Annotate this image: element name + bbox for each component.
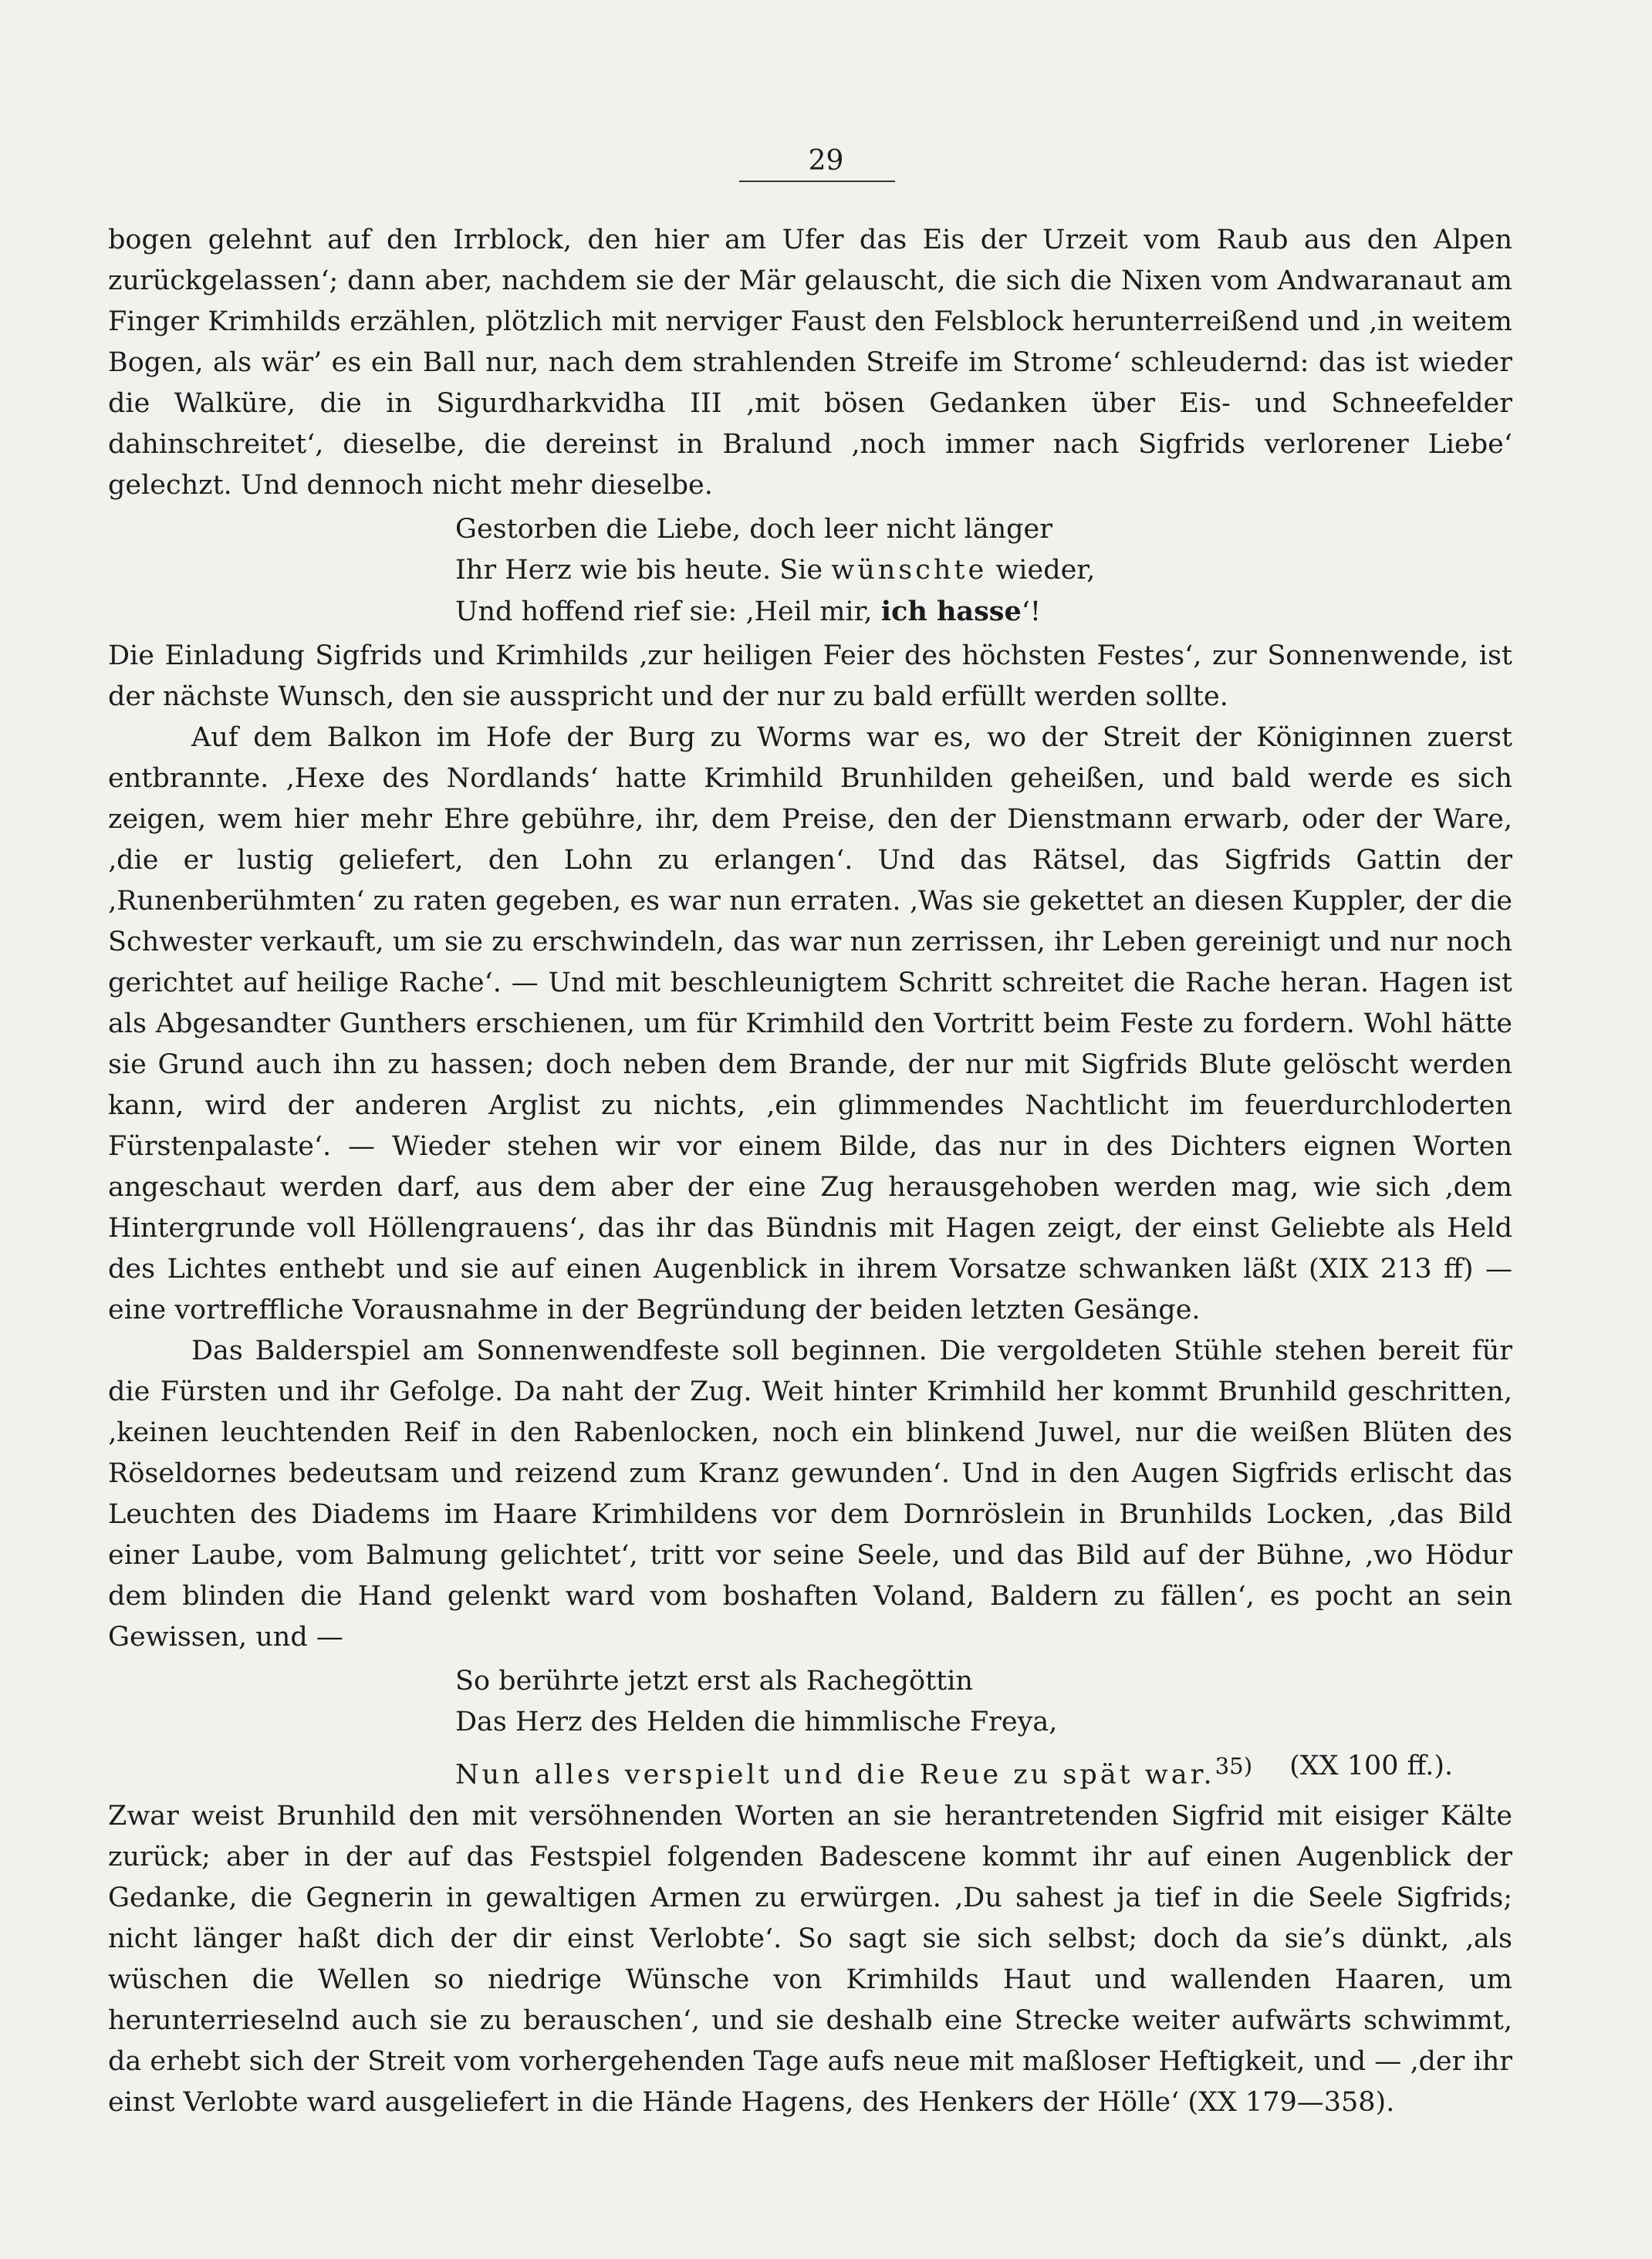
emphasized-text: Nun alles verspielt und die Reue zu spät war. bbox=[455, 1759, 1215, 1791]
verse-final-line bbox=[455, 1746, 1512, 1796]
header-rule bbox=[739, 181, 895, 182]
footnote-ref: 35) bbox=[1215, 1753, 1253, 1779]
emphasized-text: ich hasse bbox=[880, 596, 1022, 627]
verse-line: So berührte jetzt erst als Rachegöttin bbox=[455, 1666, 973, 1697]
verse-quote-2 bbox=[455, 1661, 1512, 1743]
body-text bbox=[108, 220, 1512, 2123]
verse-line bbox=[455, 591, 1512, 633]
page-number: 29 bbox=[808, 145, 844, 177]
verse-text: ‘! bbox=[1021, 596, 1041, 627]
verse-line bbox=[455, 550, 1512, 591]
verse-text: Und hoffend rief sie: ‚Heil mir, bbox=[455, 596, 881, 627]
verse-line bbox=[455, 1746, 1252, 1796]
paragraph: Das Balderspiel am Sonnenwendfeste soll beginnen. Die vergoldeten Stühle stehen bereit für die Fürsten und ihr Gefolge. Da naht der Zug. Weit hinter Krimhild her kommt Brunhild geschritten, ‚keinen leuchtenden Reif in den Rabenlocken, noch ein blinkend Juwel, nur die weißen Blüten des Röseldornes bedeutsam und reizend zum Kranz gewunden‘. Und in den Augen Sigfrids erlischt das Leuchten des Diadems im Haare Krimhildens vor dem Dornröslein in Brunhilds Locken, ‚das Bild einer Laube, vom Balmung gelichtet‘, tritt vor seine Seele, und das Bild auf der Bühne, ‚wo Hödur dem blinden die Hand gelenkt ward vom boshaften Voland, Baldern zu fällen‘, es pocht an sein Gewissen, und — bbox=[108, 1335, 1512, 1653]
paragraph: Auf dem Balkon im Hofe der Burg zu Worms war es, wo der Streit der Königinnen zuerst entbrannte. ‚Hexe des Nordlands‘ hatte Krimhild Brunhilden geheißen, und bald werde es sich zeigen, wem hier mehr Ehre gebühre, ihr, dem Preise, den der Dienstmann erwarb, oder der Ware, ‚die er lustig geliefert, den Lohn zu erlangen‘. Und das Rätsel, das Sigfrids Gattin der ‚Runenberühmten‘ zu raten gegeben, es war nun erraten. ‚Was sie gekettet an diesen Kuppler, der die Schwester verkauft, um sie zu erschwindeln, das war nun zerrissen, ihr Leben gereinigt und nur noch gerichtet auf heilige Rache‘. — Und mit beschleunigtem Schritt schreitet die Rache heran. Hagen ist als Abgesandter Gunthers erschienen, um für Krimhild den Vortritt beim Feste zu fordern. Wohl hätte sie Grund auch ihn zu hassen; doch neben dem Brande, der nur mit Sigfrids Blute gelöscht werden kann, wird der anderen Arglist zu nichts, ‚ein glimmendes Nachtlicht im feuerdurchloderten Fürstenpalaste‘. — Wieder stehen wir vor einem Bilde, das nur in des Dichters eignen Worten angeschaut werden darf, aus dem aber der eine Zug herausgehoben werden mag, wie sich ‚dem Hintergrunde voll Höllengrauens‘, das ihr das Bündnis mit Hagen zeigt, der einst Geliebte als Held des Lichtes enthebt und sie auf einen Augenblick in ihrem Vorsatze schwanken läßt (XIX 213 ff) — eine vortreffliche Vorausnahme in der Begründung der beiden letzten Gesänge. bbox=[108, 722, 1512, 1325]
paragraph-continuation: bogen gelehnt auf den Irrblock, den hier am Ufer das Eis der Urzeit vom Raub aus den Alpen zurückgelassen‘; dann aber, nachdem sie der Mär gelauscht, die sich die Nixen vom Andwaranaut am Finger Krimhilds erzählen, plötzlich mit nerviger Faust den Felsblock herunterreißend und ‚in weitem Bogen, als wär’ es ein Ball nur, nach dem strahlenden Streife im Strome‘ schleudernd: das ist wieder die Walküre, die in Sigurdharkvidha III ‚mit bösen Gedanken über Eis- und Schneefelder dahinschreitet‘, dieselbe, die dereinst in Bralund ‚noch immer nach Sigfrids verlorener Liebe‘ gelechzt. Und dennoch nicht mehr dieselbe. bbox=[108, 225, 1512, 501]
paragraph: Zwar weist Brunhild den mit versöhnenden Worten an sie herantretenden Sigfrid mit eisiger Kälte zurück; aber in der auf das Festspiel folgenden Badescene kommt ihr auf einen Augenblick der Gedanke, die Gegnerin in gewaltigen Armen zu erwürgen. ‚Du sahest ja tief in die Seele Sigfrids; nicht länger haßt dich der dir einst Verlobte‘. So sagt sie sich selbst; doch da sie’s dünkt, ‚als wüschen die Wellen so niedrige Wünsche von Krimhilds Haut und wallenden Haaren, um herunterrieselnd auch sie zu berauschen‘, und sie deshalb eine Strecke weiter aufwärts schwimmt, da erhebt sich der Streit vom vorhergehenden Tage aufs neue mit maßloser Heftigkeit, und — ‚der ihr einst Verlobte ward ausgeliefert in die Hände Hagens, des Henkers der Hölle‘ (XX 179—358). bbox=[108, 1800, 1512, 2118]
verse-line: Gestorben die Liebe, doch leer nicht länger bbox=[455, 514, 1052, 545]
verse-text: wieder, bbox=[987, 555, 1096, 586]
verse-line: Das Herz des Helden die himmlische Freya, bbox=[455, 1707, 1058, 1737]
verse-quote-1 bbox=[455, 509, 1512, 633]
emphasized-text: wünschte bbox=[831, 555, 988, 586]
paragraph: Die Einladung Sigfrids und Krimhilds ‚zur heiligen Feier des höchsten Festes‘, zur Sonnenwende, ist der nächste Wunsch, den sie ausspricht und der nur zu bald erfüllt werden sollte. bbox=[108, 640, 1512, 712]
citation: (XX 100 ff.). bbox=[1289, 1751, 1454, 1781]
verse-text: Ihr Herz wie bis heute. Sie bbox=[455, 555, 832, 586]
